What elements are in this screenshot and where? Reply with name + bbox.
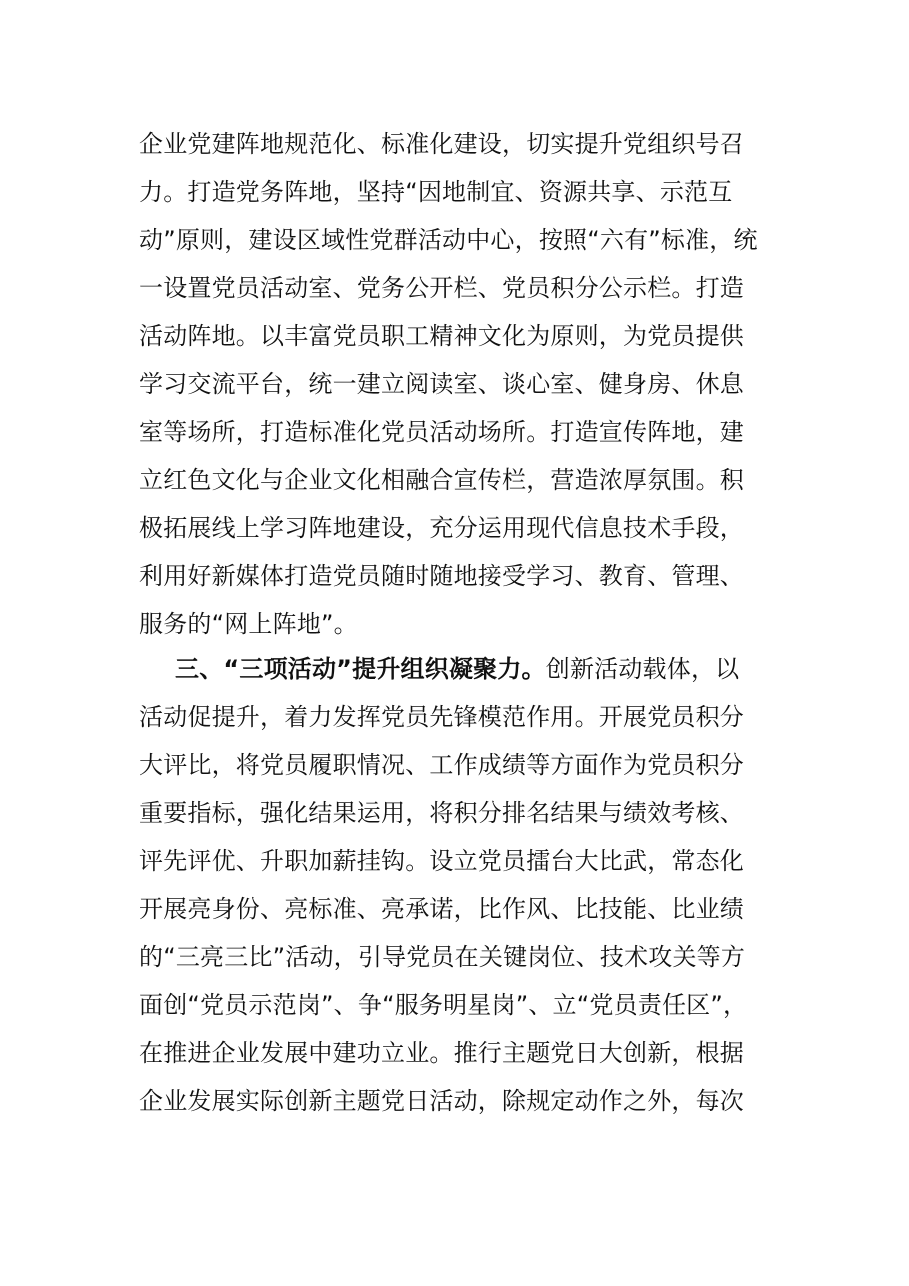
text-line: 力。打造党务阵地，坚持“因地制宜、资源共享、示范互 <box>139 178 733 206</box>
text-line: 活动阵地。以丰富党员职工精神文化为原则，为党员提供 <box>139 322 744 350</box>
text-line: 面创“党员示范岗”、争“服务明星岗”、立“党员责任区”， <box>139 991 748 1019</box>
text-line: 在推进企业发展中建功立业。推行主题党日大创新，根据 <box>139 1039 744 1067</box>
section-heading: 三、“三项活动”提升组织凝聚力。 <box>175 655 546 683</box>
text-line: 开展亮身份、亮标准、亮承诺，比作风、比技能、比业绩 <box>139 895 744 923</box>
paragraph-first-line <box>139 651 771 699</box>
text-line: 动”原则，建设区域性党群活动中心，按照“六有”标准，统 <box>139 226 758 254</box>
text-line: 服务的“网上阵地”。 <box>139 610 358 638</box>
text-line: 评先评优、升职加薪挂钩。设立党员擂台大比武，常态化 <box>139 847 744 875</box>
text-line: 室等场所，打造标准化党员活动场所。打造宣传阵地，建 <box>139 418 744 446</box>
text-line: 立红色文化与企业文化相融合宣传栏，营造浓厚氛围。积 <box>139 466 744 494</box>
text-run: 创新活动载体，以 <box>545 655 740 683</box>
text-line: 活动促提升，着力发挥党员先锋模范作用。开展党员积分 <box>139 703 744 731</box>
text-line: 企业发展实际创新主题党日活动，除规定动作之外，每次 <box>139 1087 744 1115</box>
paragraph-three-activities <box>139 651 771 1131</box>
text-line: 重要指标，强化结果运用，将积分排名结果与绩效考核、 <box>139 799 744 827</box>
text-line: 大评比，将党员履职情况、工作成绩等方面作为党员积分 <box>139 751 744 779</box>
text-line: 利用好新媒体打造党员随时随地接受学习、教育、管理、 <box>139 562 744 590</box>
paragraph-party-positions <box>139 126 771 654</box>
text-line: 的“三亮三比”活动，引导党员在关键岗位、技术攻关等方 <box>139 943 746 971</box>
text-line: 企业党建阵地规范化、标准化建设，切实提升党组织号召 <box>139 130 744 158</box>
text-line: 一设置党员活动室、党务公开栏、党员积分公示栏。打造 <box>139 274 744 302</box>
text-line: 极拓展线上学习阵地建设，充分运用现代信息技术手段， <box>139 514 744 542</box>
text-line: 学习交流平台，统一建立阅读室、谈心室、健身房、休息 <box>139 370 744 398</box>
